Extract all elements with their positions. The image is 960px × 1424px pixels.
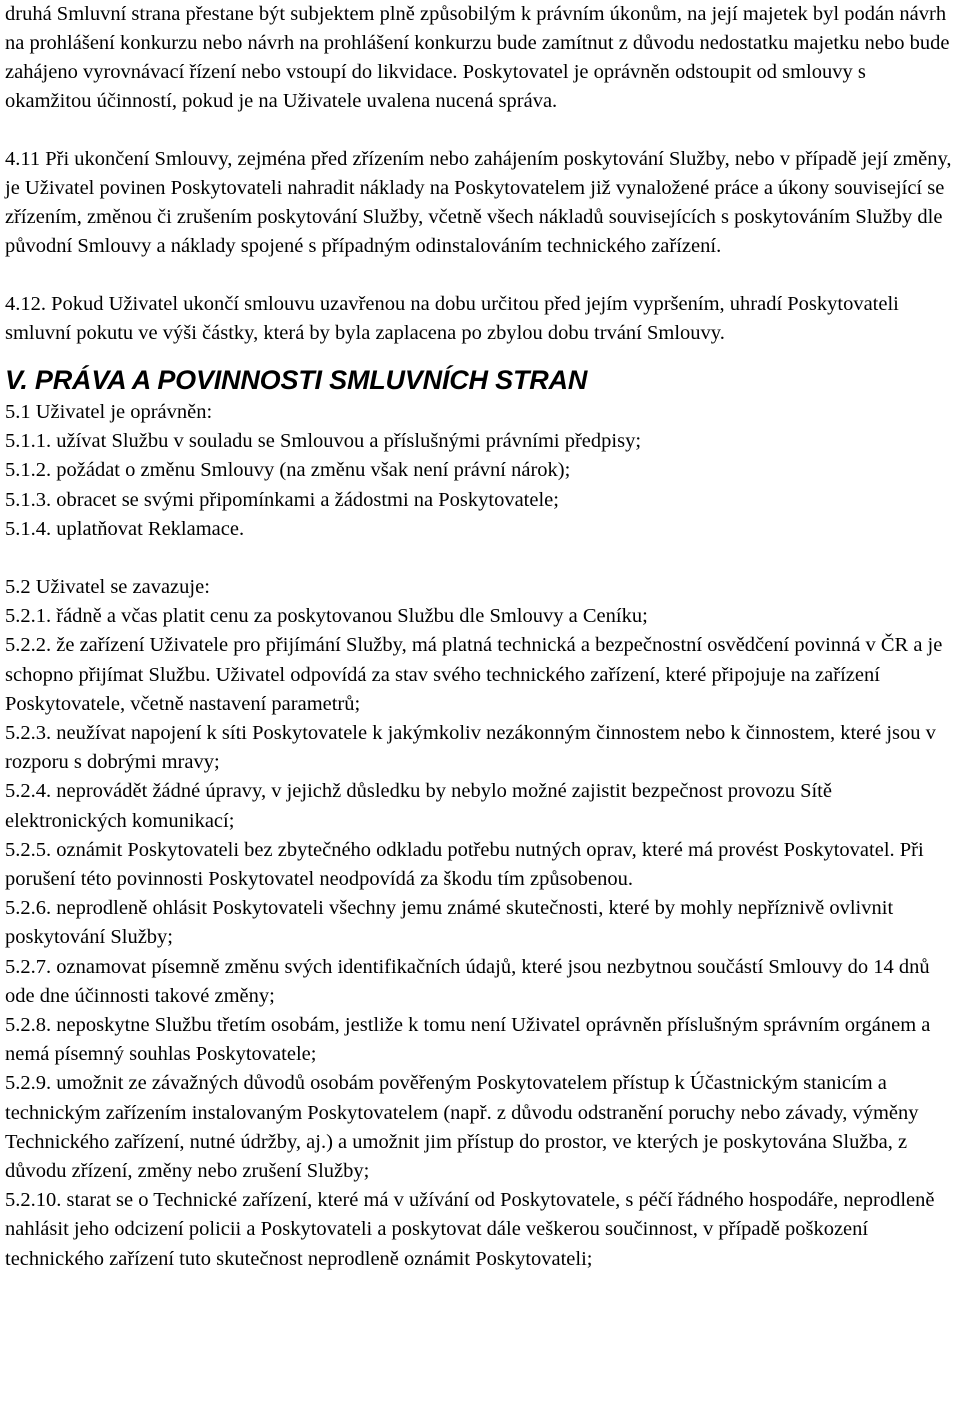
list-item: 5.2.8. neposkytne Službu třetím osobám, jestliže k tomu není Uživatel oprávněn příslušným správním orgánem a nemá písemný souhlas Poskytovatele; [5,1014,931,1066]
list-item: 5.1.1. užívat Službu v souladu se Smlouvou a příslušnými právními předpisy; [5,430,642,453]
list-item: 5.2.9. umožnit ze závažných důvodů osobám pověřeným Poskytovatelem přístup k Účastnickým stanicím a technickým zařízením instalovaným Poskytovatelem (např. z důvodu odstranění poruchy nebo závady, výměny Technického zařízení, nutné údržby, aj.) a umožnit jim přístup do prostor, ve kterých je poskytována Služba, z důvodu zřízení, změny nebo zrušení Služby; [5,1072,919,1183]
spacer [5,116,957,145]
paragraph-4-12: 4.12. Pokud Uživatel ukončí smlouvu uzavřenou na dobu určitou před jejím vypršením, uhradí Poskytovateli smluvní pokutu ve výši částky, která by byla zaplacena po zbylou dobu trvání Smlouvy. [5,293,899,344]
list-item: 5.2.7. oznamovat písemně změnu svých identifikačních údajů, které jsou nezbytnou součástí Smlouvy do 14 dnů ode dne účinnosti takové změny; [5,955,930,1007]
list-item: 5.2.10. starat se o Technické zařízení, které má v užívání od Poskytovatele, s péčí řádného hospodáře, neprodleně nahlásit jeho odcizení policii a Poskytovateli a poskytovat dále veškerou součinnost, v případě poškození technického zařízení tuto skutečnost neprodleně oznámit Poskytovateli; [5,1189,935,1270]
section-5-1-title: 5.1 Uživatel je oprávněn: [5,401,213,423]
list-item: 5.1.3. obracet se svými připomínkami a žádostmi na Poskytovatele; [5,488,559,511]
spacer [5,348,957,362]
list-item: 5.2.6. neprodleně ohlásit Poskytovateli všechny jemu známé skutečnosti, které by mohly nepříznivě ovlivnit poskytování Služby; [5,897,894,949]
document-page [5,0,957,1274]
list-item: 5.2.3. neužívat napojení k síti Poskytovatele k jakýmkoliv nezákonným činnostem nebo k činnostem, které jsou v rozporu s dobrými mravy; [5,722,936,774]
list-item: 5.2.4. neprovádět žádné úpravy, v jejichž důsledku by nebylo možné zajistit bezpečnost provozu Sítě elektronických komunikací; [5,780,832,832]
list-item: 5.1.4. uplatňovat Reklamace. [5,517,245,540]
section-heading: V. PRÁVA A POVINNOSTI SMLUVNÍCH STRAN [5,365,588,395]
section-5-2-title: 5.2 Uživatel se zavazuje: [5,576,210,599]
spacer [5,544,957,573]
list-item: 5.1.2. požádat o změnu Smlouvy (na změnu však není právní nárok); [5,459,571,482]
list-item: 5.2.5. oznámit Poskytovateli bez zbytečného odkladu potřebu nutných oprav, které má provést Poskytovatel. Při porušení této povinnosti Poskytovatel neodpovídá za škodu tím způsobenou. [5,838,924,891]
paragraph-continuation: druhá Smluvní strana přestane být subjektem plně způsobilým k právním úkonům, na její majetek byl podán návrh na prohlášení konkurzu nebo návrh na prohlášení konkurzu bude zamítnut z důvodu nedostatku majetku nebo bude zahájeno vyrovnávací řízení nebo vstoupí do likvidace. Poskytovatel je oprávněn odstoupit od smlouvy s okamžitou účinností, pokud je na Uživatele uvalena nucená správa. [5,3,950,112]
spacer [5,261,957,290]
list-item: 5.2.1. řádně a včas platit cenu za poskytovanou Službu dle Smlouvy a Ceníku; [5,605,648,628]
list-item: 5.2.2. že zařízení Uživatele pro přijímání Služby, má platná technická a bezpečnostní osvědčení povinná v ČR a je schopno přijímat Službu. Uživatel odpovídá za stav svého technického zařízení, které připojuje na zařízení Poskytovatele, včetně nastavení parametrů; [5,634,943,715]
paragraph-4-11: 4.11 Při ukončení Smlouvy, zejména před zřízením nebo zahájením poskytování Služby, nebo v případě její změny, je Uživatel povinen Poskytovateli nahradit náklady na Poskytovatelem již vynaložené práce a úkony související se zřízením, změnou či zrušením poskytování Služby, včetně všech nákladů souvisejících s poskytováním Služby dle původní Smlouvy a náklady spojené s případným odinstalováním technického zařízení. [5,148,952,257]
